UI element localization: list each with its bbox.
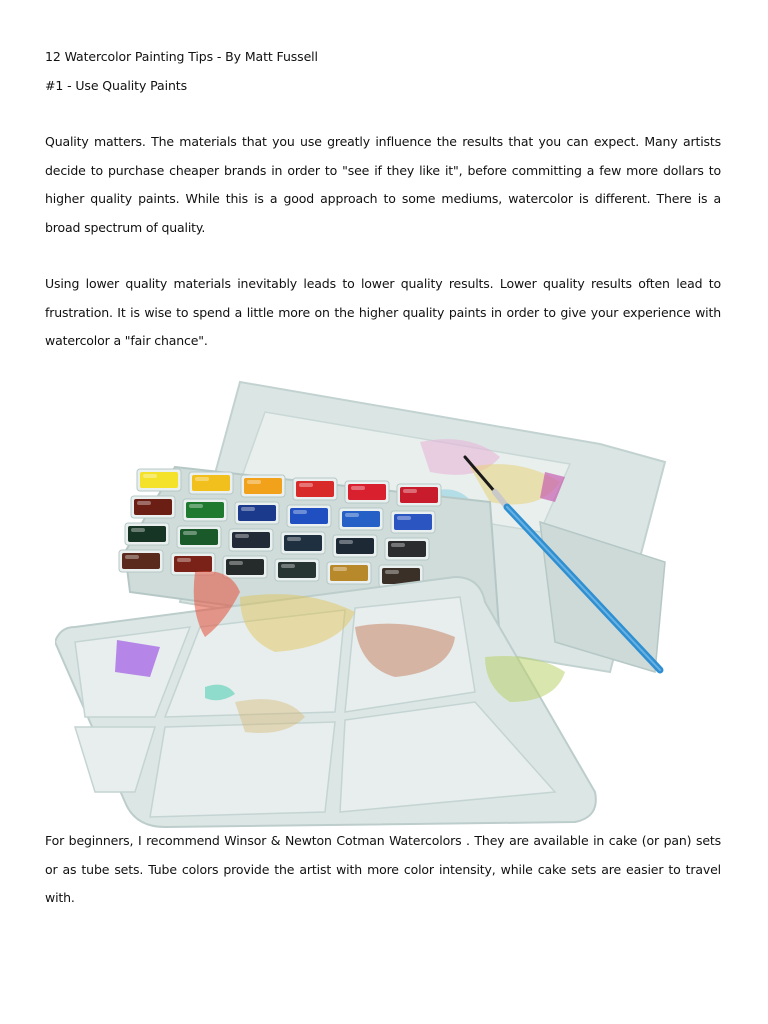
watercolor-box-image [55, 372, 675, 828]
watercolor-box-drawing [55, 372, 675, 828]
pan-highlight [299, 483, 313, 487]
pan-highlight [177, 558, 191, 562]
pan-highlight [397, 516, 411, 520]
pan-highlight [351, 486, 365, 490]
pan-highlight [403, 489, 417, 493]
paragraph-2: Using lower quality materials inevitably leads to lower quality results. Lower quality results often lead to frustration. It is wise to spend a little more on the higher quality paints in order to give your experience with watercolor a "fair chance". [45, 276, 721, 348]
pan-highlight [229, 561, 243, 565]
pan-highlight [345, 513, 359, 517]
pan-highlight [183, 531, 197, 535]
pan-highlight [339, 540, 353, 544]
pan-highlight [143, 474, 157, 478]
pan-highlight [293, 510, 307, 514]
pan-highlight [391, 543, 405, 547]
pan-highlight [281, 564, 295, 568]
pan-highlight [137, 501, 151, 505]
pan-highlight [131, 528, 145, 532]
document-title: 12 Watercolor Painting Tips - By Matt Fussell [45, 49, 318, 64]
pan-highlight [287, 537, 301, 541]
palette-well-5 [150, 722, 335, 817]
pan-highlight [195, 477, 209, 481]
pan-highlight [333, 567, 347, 571]
paragraph-1: Quality matters. The materials that you use greatly influence the results that you can expect. Many artists decide to purchase cheaper brands in order to "see if they like it", before committing a few more dollars to higher quality paints. While this is a good approach to some mediums, watercolor is different. There is a broad spectrum of quality. [45, 134, 721, 235]
pan-highlight [125, 555, 139, 559]
pan-highlight [247, 480, 261, 484]
pan-highlight [241, 507, 255, 511]
pan-highlight [385, 570, 399, 574]
paragraph-3: For beginners, I recommend Winsor & Newton Cotman Watercolors . They are available in cake (or pan) sets or as tube sets. Tube colors provide the artist with more color intensity, while cake sets are easier to travel with. [45, 833, 721, 905]
pan-highlight [235, 534, 249, 538]
pan-highlight [189, 504, 203, 508]
section-heading: #1 - Use Quality Paints [45, 78, 187, 93]
